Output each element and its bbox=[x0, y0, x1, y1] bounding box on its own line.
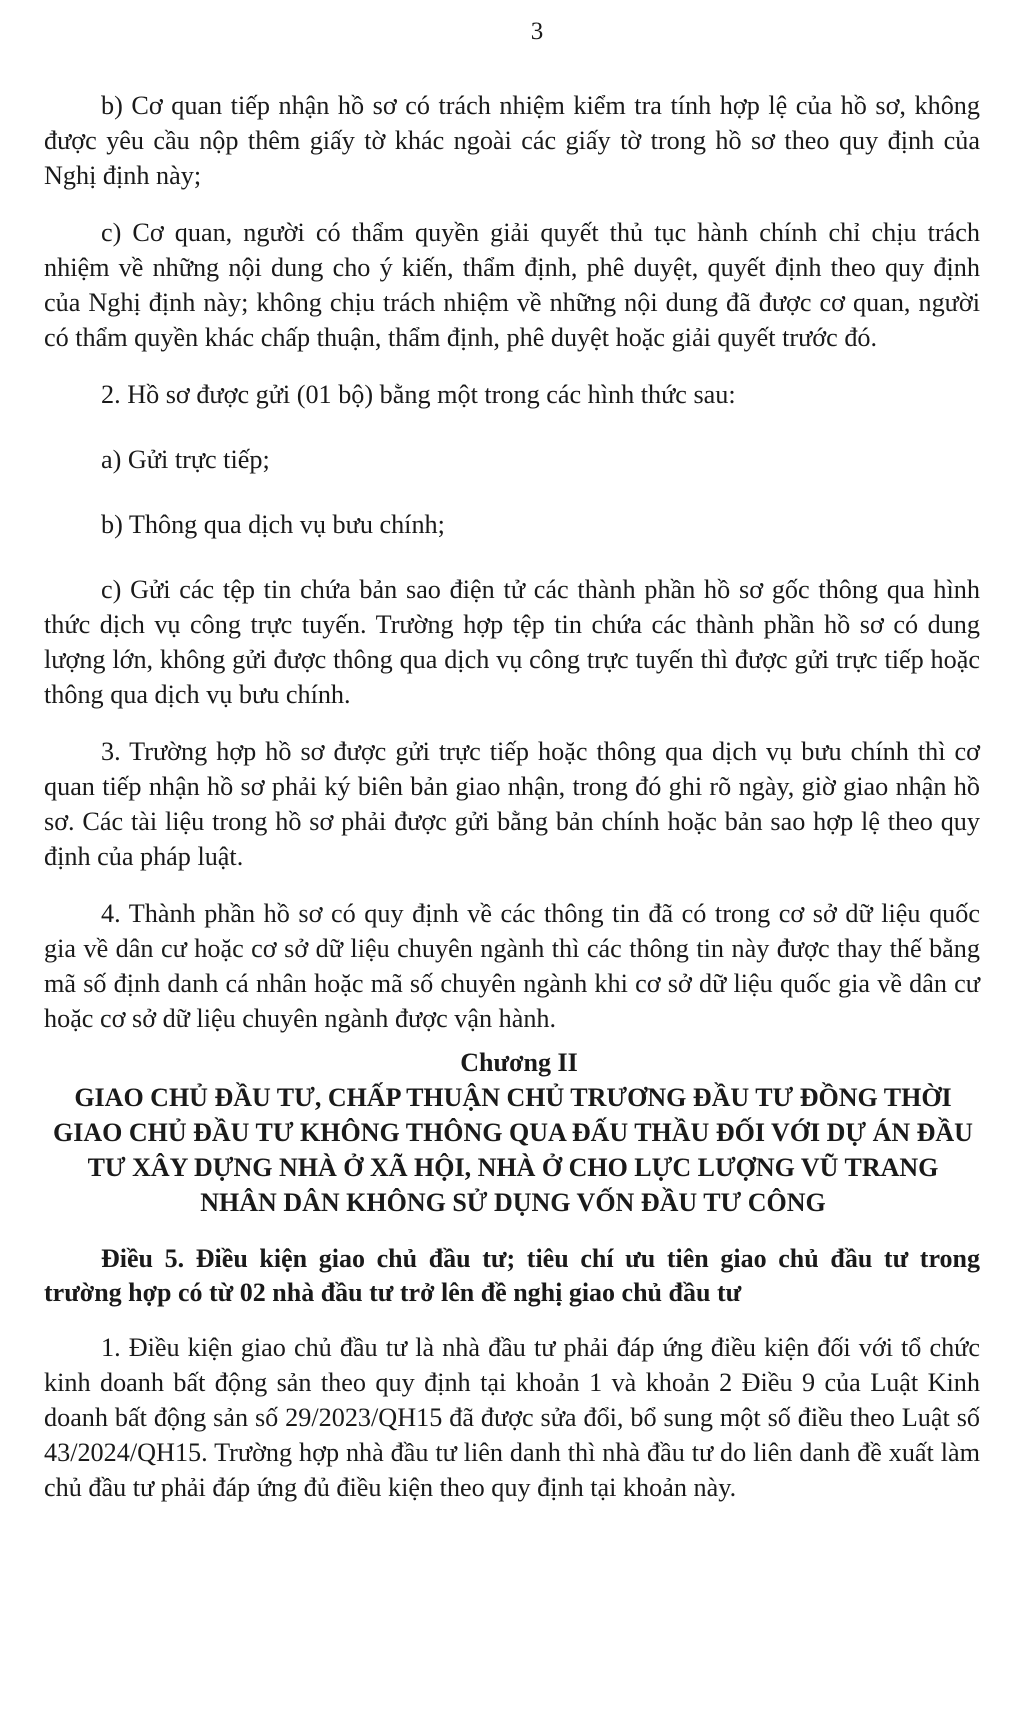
paragraph-1c: c) Cơ quan, người có thẩm quyền giải quyết thủ tục hành chính chỉ chịu trách nhiệm về những nội dung cho ý kiến, thẩm định, phê duyệt, quyết định theo quy định của Nghị định này; không chịu trách nhiệm về những nội dung đã được cơ quan, người có thẩm quyền khác chấp thuận, thẩm định, phê duyệt hoặc giải quyết trước đó. bbox=[44, 218, 980, 352]
paragraph-2a: a) Gửi trực tiếp; bbox=[101, 445, 270, 474]
paragraph-1b: b) Cơ quan tiếp nhận hồ sơ có trách nhiệm kiểm tra tính hợp lệ của hồ sơ, không được yêu cầu nộp thêm giấy tờ khác ngoài các giấy tờ trong hồ sơ theo quy định của Nghị định này; bbox=[44, 91, 980, 190]
article-paragraph-1: 1. Điều kiện giao chủ đầu tư là nhà đầu tư phải đáp ứng điều kiện đối với tổ chức kinh doanh bất động sản theo quy định tại khoản 1 và khoản 2 Điều 9 của Luật Kinh doanh bất động sản số 29/2023/QH15 đã được sửa đổi, bổ sung một số điều theo Luật số 43/2024/QH15. Trường hợp nhà đầu tư liên danh thì nhà đầu tư do liên danh đề xuất làm chủ đầu tư phải đáp ứng đủ điều kiện theo quy định tại khoản này. bbox=[44, 1333, 980, 1502]
paragraph-2b: b) Thông qua dịch vụ bưu chính; bbox=[101, 510, 445, 539]
document-page bbox=[44, 0, 980, 1527]
paragraph-4: 4. Thành phần hồ sơ có quy định về các thông tin đã có trong cơ sở dữ liệu quốc gia về dân cư hoặc cơ sở dữ liệu chuyên ngành thì các thông tin này được thay thế bằng mã số định danh cá nhân hoặc mã số chuyên ngành khi cơ sở dữ liệu quốc gia về dân cư hoặc cơ sở dữ liệu chuyên ngành được vận hành. bbox=[44, 899, 980, 1033]
paragraph-3: 3. Trường hợp hồ sơ được gửi trực tiếp hoặc thông qua dịch vụ bưu chính thì cơ quan tiếp nhận hồ sơ phải ký biên bản giao nhận, trong đó ghi rõ ngày, giờ giao nhận hồ sơ. Các tài liệu trong hồ sơ phải được gửi bằng bản chính hoặc bản sao hợp lệ theo quy định của pháp luật. bbox=[44, 737, 980, 871]
article-heading: Điều 5. Điều kiện giao chủ đầu tư; tiêu chí ưu tiên giao chủ đầu tư trong trường hợp có từ 02 nhà đầu tư trở lên đề nghị giao chủ đầu tư bbox=[44, 1244, 980, 1307]
paragraph-2: 2. Hồ sơ được gửi (01 bộ) bằng một trong các hình thức sau: bbox=[101, 380, 736, 409]
chapter-label: Chương II bbox=[460, 1048, 578, 1077]
chapter-title: GIAO CHỦ ĐẦU TƯ, CHẤP THUẬN CHỦ TRƯƠNG ĐẦU TƯ ĐỒNG THỜI GIAO CHỦ ĐẦU TƯ KHÔNG THÔNG QUA ĐẤU THẦU ĐỐI VỚI DỰ ÁN ĐẦU TƯ XÂY DỰNG NHÀ Ở XÃ HỘI, NHÀ Ở CHO LỰC LƯỢNG VŨ TRANG NHÂN DÂN KHÔNG SỬ DỤNG VỐN ĐẦU TƯ CÔNG bbox=[53, 1083, 973, 1217]
paragraph-2c: c) Gửi các tệp tin chứa bản sao điện tử các thành phần hồ sơ gốc thông qua hình thức dịch vụ công trực tuyến. Trường hợp tệp tin chứa các thành phần hồ sơ có dung lượng lớn, không gửi được thông qua dịch vụ công trực tuyến thì được gửi trực tiếp hoặc thông qua dịch vụ bưu chính. bbox=[44, 575, 980, 709]
page-number: 3 bbox=[530, 18, 544, 45]
